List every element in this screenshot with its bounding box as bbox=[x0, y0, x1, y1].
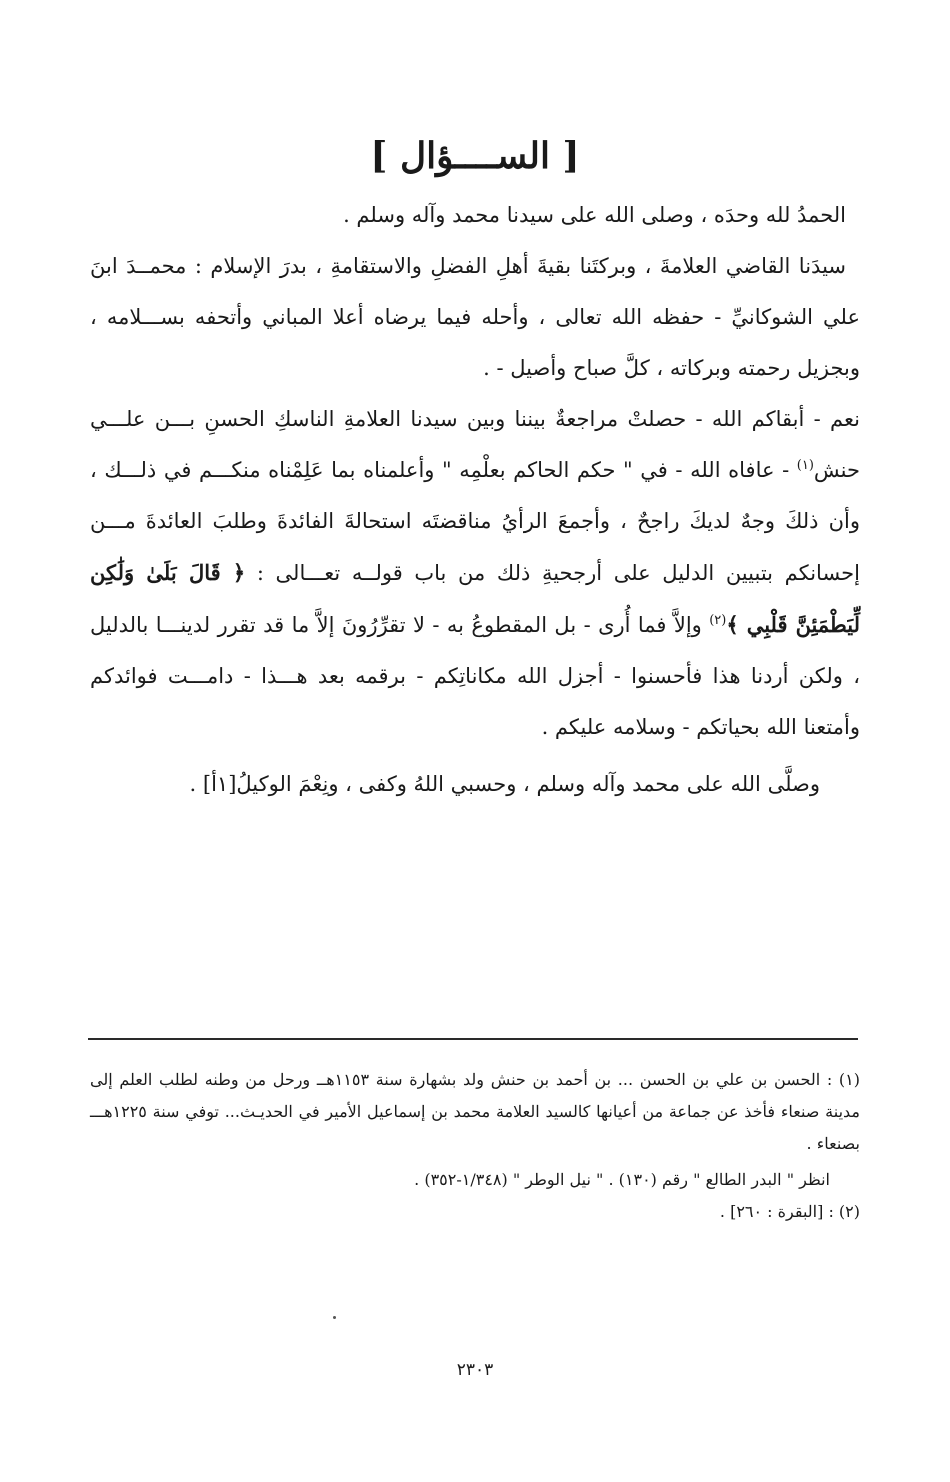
footnote-ref-1: (١) bbox=[796, 458, 814, 473]
quran-verse: ﴿ قَالَ بَلَىٰ وَلَٰكِن لِّيَطْمَئِنَّ قَلْبِي ﴾ bbox=[90, 560, 860, 637]
paragraph-question bbox=[90, 394, 860, 753]
footnote-1-reference: انظر " البدر الطالع " رقم (١٣٠) . " نيل الوطر " (١/٣٤٨-٣٥٢) . bbox=[414, 1170, 830, 1189]
question-text-part-3: وإلاَّ فما أُرى - بل المقطوعُ به - لا تقرِّرُونَ إلاَّ ما قد تقرر لدينـــا بالدليل ، ولكن أردنا هذا فأحسنوا - أجزل الله مكاناتِكم - برقمه بعد هـــذا - دامـــت فوائدكم وأمتعنا الله بحياتكم - وسلامه عليكم . bbox=[90, 613, 860, 739]
footnotes bbox=[90, 1064, 860, 1228]
footnote-2: (٢) : [البقرة : ٢٦٠] . bbox=[719, 1202, 860, 1221]
paragraph-closing: وصلَّى الله على محمد وآله وسلم ، وحسبي اللهُ وكفى ، ونِعْمَ الوكيلُ[١أ] . bbox=[189, 772, 820, 796]
section-heading: [ الســــؤال ] bbox=[370, 135, 580, 177]
question-text-part-2: - عافاه الله - في " حكم الحاكم بعلْمِه " وأعلمناه بما عَلِمْناه منكـــم في ذلـــك ، وأن ذلكَ وجهٌ لديكَ راجحٌ ، وأجمعَ الرأيُ مناقضتَه استحالةَ الفائدةَ وطلبَ العائدةَ مـــن إحسانكم بتبيين الدليل على أرجحيةِ ذلك من باب قولــه تعـــالى : bbox=[90, 458, 860, 585]
footnote-divider bbox=[88, 1038, 858, 1040]
paragraph-salutation: سيدَنا القاضي العلامةَ ، وبركتَنا بقيةَ أهلِ الفضلِ والاستقامةِ ، بدرَ الإسلام : محمــدَ ابنَ علي الشوكانيِّ - حفظه الله تعالى ، وأحله فيما يرضاه أعلا المباني وأتحفه بســـلامه ، وبجزيل رحمته وبركاته ، كلَّ صباح وأصيل - . bbox=[90, 254, 860, 380]
question-text-part-1: نعم - أبقاكم الله - حصلتْ مراجعةٌ بيننا وبين سيدنا العلامةِ الناسكِ الحسنِ بـــن علـــي حنش bbox=[90, 407, 860, 482]
footnote-1: (١) : الحسن بن علي بن الحسن ... بن أحمد بن حنش ولد بشهارة سنة ١١٥٣هــ ورحل من وطنه لطلب العلم إلى مدينة صنعاء فأخذ عن جماعة من أعيانها كالسيد العلامة محمد بن إسماعيل الأمير في الحديـث... توفي سنة ١٢٢٥هـــ بصنعاء . bbox=[90, 1070, 861, 1153]
paragraph-opening: الحمدُ لله وحدَه ، وصلى الله على سيدنا محمد وآله وسلم . bbox=[343, 203, 846, 227]
footnote-ref-2: (٢) bbox=[709, 613, 727, 628]
stray-dot bbox=[333, 1316, 336, 1319]
body-text bbox=[90, 190, 860, 810]
page-number: ٢٣٠٣ bbox=[456, 1360, 494, 1380]
